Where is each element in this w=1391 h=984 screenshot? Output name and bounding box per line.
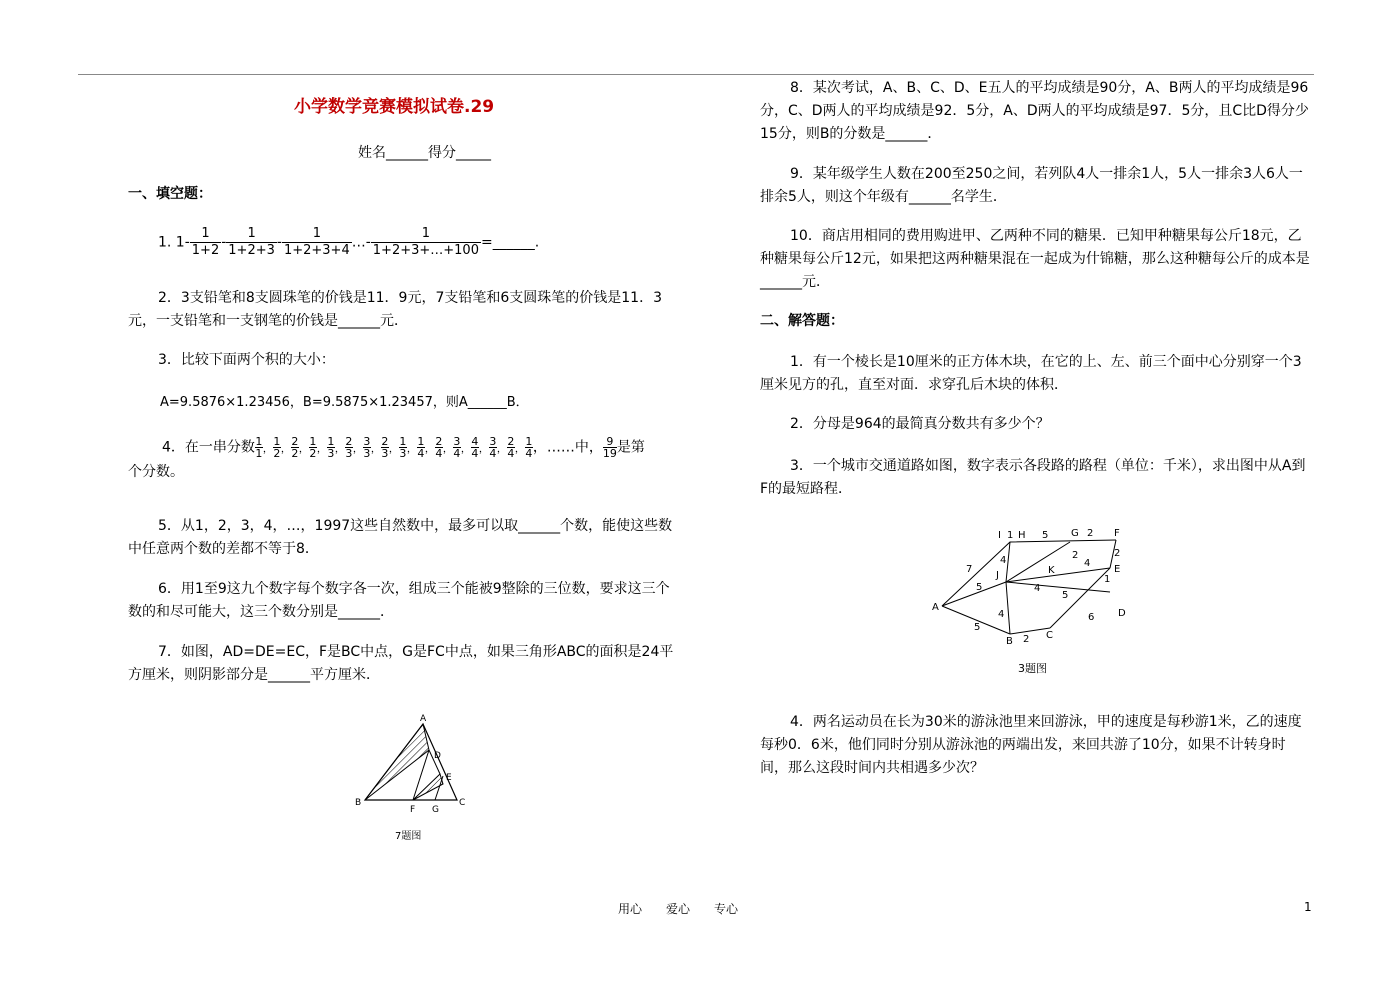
- road-b-c: [1010, 628, 1050, 634]
- node-b: B: [1006, 636, 1013, 647]
- weight-k-e: 4: [1084, 558, 1091, 569]
- weight-h-j: 4: [1000, 555, 1007, 566]
- q1-prefix: 1. 1-: [158, 234, 190, 251]
- weight-j-b: 4: [998, 609, 1005, 620]
- question-1: [158, 226, 539, 259]
- q1-answer-blank: =______.: [480, 234, 540, 251]
- q4-fraction: $\frac{1}{3}$: [327, 435, 335, 460]
- weight-b-c: 2: [1023, 634, 1030, 645]
- solve-question-1: 1．有一个棱长是10厘米的正方体木块，在它的上、左、前三个面中心分别穿一个3厘米见方的孔，直至对面．求穿孔后木块的体积．: [760, 354, 1302, 393]
- solve-question-2: 2．分母是964的最简真分数共有多少个？: [790, 416, 1050, 432]
- weight-h-g: 5: [1042, 530, 1049, 541]
- solve-question-4: 4．两名运动员在长为30米的游泳池里来回游泳，甲的速度是每秒游1米，乙的速度每秒0．6米，他们同时分别从游泳池的两端出发，来回共游了10分，如果不计转身时间，那么这段时间内共相遇多少次？: [760, 714, 1302, 776]
- q4-fraction: $\frac{2}{2}$: [291, 435, 299, 460]
- q1-fraction-3: $\frac{1}{1+2+3+4}$: [283, 226, 350, 258]
- page-number: 1: [1304, 900, 1312, 914]
- q4-fraction: $\frac{3}{3}$: [363, 435, 371, 460]
- q4-line2: 个分数。: [128, 463, 184, 480]
- q4-separator: ，: [280, 443, 291, 455]
- section-answer-heading: 二、解答题：: [760, 313, 844, 329]
- q4-fraction: $\frac{1}{4}$: [417, 435, 425, 460]
- question-6: 6．用1至9这九个数字每个数字各一次，组成三个能被9整除的三位数，要求这三个数的和尽可能大，这三个数分别是______．: [128, 581, 670, 620]
- question-9: 9．某年级学生人数在200至250之间，若列队4人一排余1人，5人一排余3人6人一排余5人，则这个年级有______名学生．: [760, 166, 1303, 205]
- top-rule: [78, 74, 1314, 75]
- node-e: E: [1114, 564, 1121, 575]
- weight-i-h: 1: [1007, 530, 1014, 541]
- weight-g-f: 2: [1087, 528, 1094, 539]
- label-c: C: [459, 798, 466, 808]
- q1-sep: -: [221, 234, 227, 251]
- q4-fraction: $\frac{1}{3}$: [399, 435, 407, 460]
- weight-g-k: 2: [1072, 550, 1079, 561]
- q4-prefix: 4．在一串分数: [162, 439, 255, 456]
- q4-fraction: $\frac{1}{4}$: [525, 435, 533, 460]
- figure-3-road-map: [930, 520, 1140, 680]
- label-d: D: [434, 751, 441, 761]
- weight-a-i: 7: [966, 564, 973, 575]
- node-f: F: [1114, 528, 1120, 539]
- weight-e-link: 1: [1104, 574, 1111, 585]
- q1-sep: …-: [351, 234, 371, 251]
- q4-fraction: $\frac{2}{4}$: [507, 435, 515, 460]
- node-g: G: [1071, 528, 1079, 539]
- q4-separator: ，: [334, 443, 345, 455]
- node-i: I: [998, 530, 1001, 541]
- node-k: K: [1048, 565, 1055, 576]
- node-a: A: [932, 602, 939, 613]
- question-3-detail: A=9.5876×1.23456，B=9.5875×1.23457，则A______B．: [160, 395, 529, 410]
- label-b: B: [355, 798, 362, 808]
- q1-fraction-2: $\frac{1}{1+2+3}$: [228, 226, 275, 258]
- question-7: 7．如图，AD=DE=EC，F是BC中点，G是FC中点，如果三角形ABC的面积是24平方厘米，则阴影部分是______平方厘米．: [128, 644, 674, 683]
- name-score-line: 姓名______得分_____: [358, 145, 491, 161]
- shaded-region-1: [365, 724, 429, 800]
- question-8: 8．某次考试，A、B、C、D、E五人的平均成绩是90分，A、B两人的平均成绩是96分，C、D两人的平均成绩是92．5分，A、D两人的平均成绩是97．5分，且C比D得分少15分，则B的分数是______．: [760, 80, 1309, 142]
- q4-middle: ，……中，: [532, 439, 603, 456]
- solve-question-3: 3．一个城市交通道路如图，数字表示各段路的路程（单位：千米），求出图中从A到F的最短路程．: [760, 458, 1306, 497]
- q4-separator: ，: [352, 443, 363, 455]
- weight-a-j: 5: [976, 582, 983, 593]
- weight-j-e: 5: [1062, 590, 1069, 601]
- road-j-b: [1006, 582, 1010, 634]
- question-2: 2．3支铅笔和8支圆珠笔的价钱是11．9元，7支铅笔和6支圆珠笔的价钱是11．3元，一支铅笔和一支钢笔的价钱是______元．: [128, 290, 662, 329]
- footer-slogan: 用心 爱心 专心: [618, 902, 739, 916]
- q4-fraction: $\frac{2}{4}$: [435, 435, 443, 460]
- figure-3-caption: 3题图: [1018, 662, 1047, 675]
- figure-7-triangle: [353, 710, 473, 850]
- q4-fraction: $\frac{2}{3}$: [381, 435, 389, 460]
- weight-a-b: 5: [974, 622, 981, 633]
- q1-sep: -: [276, 234, 282, 251]
- q4-target-fraction: $\frac{9}{19}$: [602, 435, 617, 460]
- q4-separator: ，: [388, 443, 399, 455]
- q4-fraction: $\frac{3}{4}$: [453, 435, 461, 460]
- question-3: 3．比较下面两个积的大小：: [158, 352, 335, 368]
- q4-separator: ，: [370, 443, 381, 455]
- section-fill-in-heading: 一、填空题：: [128, 186, 212, 202]
- q4-separator: ，: [496, 443, 507, 455]
- weight-j-k: 4: [1034, 583, 1041, 594]
- q4-separator: ，: [298, 443, 309, 455]
- page-title: 小学数学竞赛模拟试卷.29: [294, 97, 495, 117]
- question-10: 10．商店用相同的费用购进甲、乙两种不同的糖果．已知甲种糖果每公斤18元，乙种糖果每公斤12元，如果把这两种糖果混在一起成为什锦糖，那么这种糖每公斤的成本是______元．: [760, 228, 1310, 290]
- node-d: D: [1118, 608, 1126, 619]
- q4-fraction: $\frac{1}{1}$: [255, 435, 263, 460]
- q4-separator: ，: [442, 443, 453, 455]
- q4-suffix: 是第: [616, 439, 645, 456]
- label-e: E: [446, 773, 452, 783]
- label-g: G: [432, 805, 439, 815]
- question-4: [128, 436, 680, 484]
- node-c: C: [1046, 630, 1053, 641]
- q4-separator: ，: [478, 443, 489, 455]
- road-h-j: [1006, 542, 1010, 582]
- node-h: H: [1018, 530, 1026, 541]
- road-c-e: [1050, 568, 1110, 628]
- road-j-e: [1006, 568, 1110, 582]
- weight-c-e: 6: [1088, 612, 1095, 623]
- q4-separator: ，: [514, 443, 525, 455]
- q4-fraction: $\frac{2}{3}$: [345, 435, 353, 460]
- q4-fraction-sequence: [255, 435, 533, 460]
- question-5: 5．从1，2，3，4，…，1997这些自然数中，最多可以取______个数，能使这些数中任意两个数的差都不等于8．: [128, 518, 673, 557]
- q4-separator: ，: [406, 443, 417, 455]
- q4-separator: ，: [424, 443, 435, 455]
- label-a: A: [420, 714, 427, 724]
- q4-separator: ，: [262, 443, 273, 455]
- figure-7-caption: 7题图: [395, 831, 422, 842]
- road-a-j: [942, 582, 1006, 606]
- label-f: F: [410, 805, 416, 815]
- q4-separator: ，: [316, 443, 327, 455]
- node-j: J: [996, 570, 999, 581]
- q4-separator: ，: [460, 443, 471, 455]
- q4-fraction: $\frac{3}{4}$: [489, 435, 497, 460]
- q1-fraction-4: $\frac{1}{1+2+3+\dots+100}$: [372, 226, 479, 258]
- q1-fraction-1: $\frac{1}{1+2}$: [191, 226, 220, 258]
- q4-fraction: $\frac{4}{4}$: [471, 435, 479, 460]
- weight-f-e: 2: [1114, 548, 1121, 559]
- q4-fraction: $\frac{1}{2}$: [309, 435, 317, 460]
- q4-fraction: $\frac{1}{2}$: [273, 435, 281, 460]
- road-j-g: [1006, 542, 1070, 582]
